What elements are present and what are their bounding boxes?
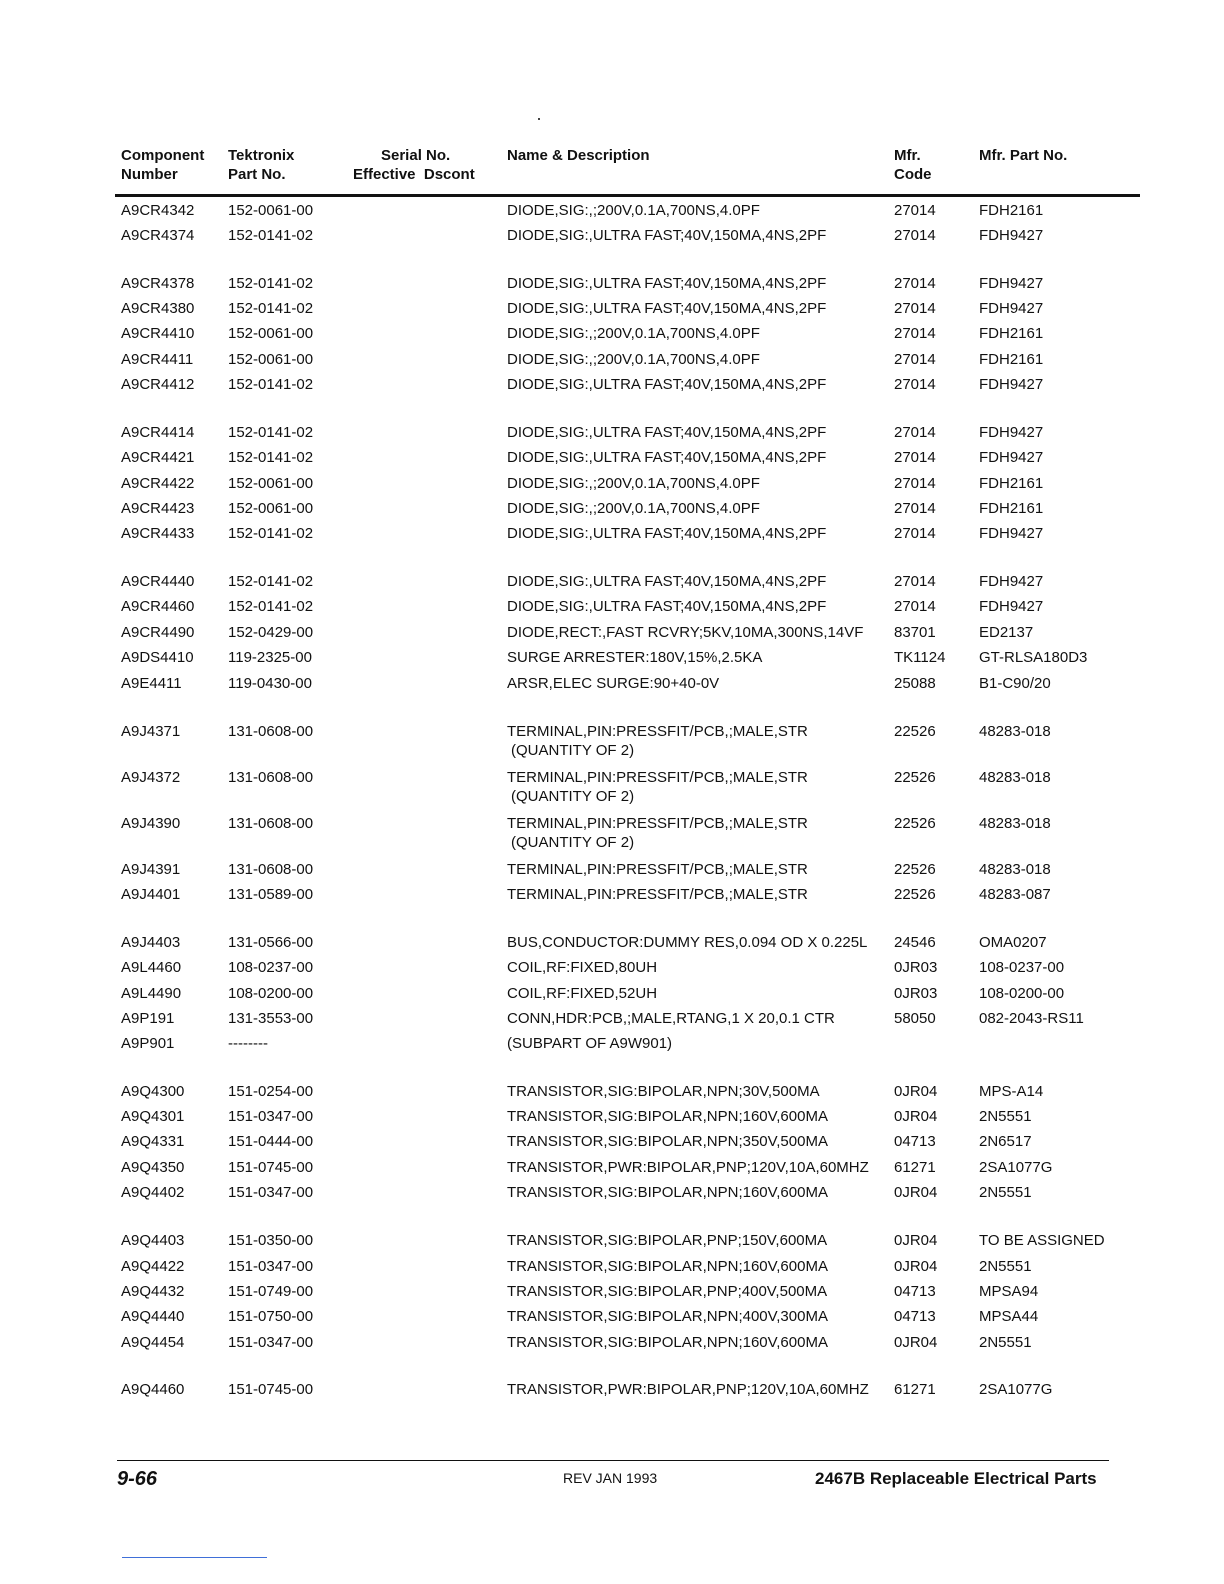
- cell-comp: A9Q4440: [121, 1308, 185, 1325]
- cell-comp: A9CR4422: [121, 475, 195, 492]
- footer-rule: [117, 1460, 1109, 1461]
- cell-mfr: 27014: [894, 202, 936, 219]
- cell-comp: A9Q4331: [121, 1133, 185, 1150]
- cell-part: 151-0745-00: [228, 1159, 314, 1176]
- cell-mfr: 25088: [894, 675, 936, 692]
- cell-part: 151-0745-00: [228, 1381, 314, 1398]
- cell-mfr: 27014: [894, 424, 936, 441]
- cell-comp: A9L4490: [121, 985, 182, 1002]
- revision-date: REV JAN 1993: [563, 1470, 658, 1486]
- cell-comp: A9Q4422: [121, 1258, 185, 1275]
- cell-comp: A9E4411: [121, 675, 182, 692]
- cell-mpn: FDH2161: [979, 475, 1044, 492]
- cell-part: 131-3553-00: [228, 1010, 314, 1027]
- cell-desc-continued: (QUANTITY OF 2): [511, 788, 635, 805]
- cell-mpn: 48283-018: [979, 815, 1051, 832]
- cell-part: 151-0347-00: [228, 1108, 314, 1125]
- cell-mpn: FDH2161: [979, 325, 1044, 342]
- cell-comp: A9Q4300: [121, 1083, 185, 1100]
- cell-desc: TERMINAL,PIN:PRESSFIT/PCB,;MALE,STR: [507, 861, 808, 878]
- cell-comp: A9P191: [121, 1010, 175, 1027]
- cell-mfr: 61271: [894, 1159, 936, 1176]
- cell-mpn: 48283-087: [979, 886, 1051, 903]
- cell-part: 151-0444-00: [228, 1133, 314, 1150]
- cell-mfr: 24546: [894, 934, 936, 951]
- header-serial: Serial No. Effective Dscont: [353, 147, 475, 183]
- cell-mfr: 27014: [894, 351, 936, 368]
- cell-comp: A9L4460: [121, 959, 182, 976]
- cell-desc: TRANSISTOR,PWR:BIPOLAR,PNP;120V,10A,60MHZ: [507, 1381, 869, 1398]
- cell-part: 152-0429-00: [228, 624, 314, 641]
- cell-mpn: 2N6517: [979, 1133, 1032, 1150]
- cell-mpn: FDH9427: [979, 376, 1044, 393]
- cell-mfr: 27014: [894, 300, 936, 317]
- cell-comp: A9CR4421: [121, 449, 195, 466]
- cell-mfr: 27014: [894, 573, 936, 590]
- cell-mfr: 0JR03: [894, 985, 938, 1002]
- cell-part: 119-2325-00: [228, 649, 312, 666]
- cell-part: 151-0254-00: [228, 1083, 314, 1100]
- cell-comp: A9Q4460: [121, 1381, 185, 1398]
- header-mfr-part: Mfr. Part No.: [979, 147, 1068, 164]
- cell-part: 152-0141-02: [228, 227, 314, 244]
- cell-desc: TERMINAL,PIN:PRESSFIT/PCB,;MALE,STR: [507, 815, 808, 832]
- cell-mfr: 27014: [894, 275, 936, 292]
- cell-comp: A9J4391: [121, 861, 181, 878]
- cell-part: 151-0749-00: [228, 1283, 314, 1300]
- cell-comp: A9Q4432: [121, 1283, 185, 1300]
- cell-part: 119-0430-00: [228, 675, 312, 692]
- cell-mfr: 0JR04: [894, 1258, 938, 1275]
- cell-mpn: 48283-018: [979, 769, 1051, 786]
- cell-part: 151-0347-00: [228, 1258, 314, 1275]
- cell-mpn: FDH9427: [979, 449, 1044, 466]
- cell-part: 152-0061-00: [228, 351, 314, 368]
- cell-part: 131-0608-00: [228, 815, 314, 832]
- cell-comp: A9J4401: [121, 886, 181, 903]
- cell-desc: DIODE,SIG:,ULTRA FAST;40V,150MA,4NS,2PF: [507, 227, 827, 244]
- cell-part: 108-0200-00: [228, 985, 314, 1002]
- cell-mpn: FDH9427: [979, 300, 1044, 317]
- cell-part: 152-0061-00: [228, 202, 314, 219]
- cell-mpn: FDH2161: [979, 351, 1044, 368]
- cell-part: 152-0061-00: [228, 500, 314, 517]
- cell-desc: DIODE,SIG:,;200V,0.1A,700NS,4.0PF: [507, 325, 760, 342]
- cell-comp: A9CR4374: [121, 227, 195, 244]
- cell-desc: DIODE,SIG:,;200V,0.1A,700NS,4.0PF: [507, 500, 760, 517]
- cell-part: 152-0141-02: [228, 449, 314, 466]
- cell-desc: COIL,RF:FIXED,52UH: [507, 985, 658, 1002]
- cell-mpn: MPS-A14: [979, 1083, 1044, 1100]
- cell-comp: A9Q4301: [121, 1108, 185, 1125]
- section-title: 2467B Replaceable Electrical Parts: [815, 1469, 1097, 1488]
- cell-mpn: 2SA1077G: [979, 1381, 1053, 1398]
- cell-comp: A9CR4410: [121, 325, 195, 342]
- cell-desc: DIODE,RECT:,FAST RCVRY;5KV,10MA,300NS,14VF: [507, 624, 864, 641]
- cell-comp: A9Q4403: [121, 1232, 185, 1249]
- cell-desc: TRANSISTOR,SIG:BIPOLAR,NPN;30V,500MA: [507, 1083, 820, 1100]
- cell-desc: COIL,RF:FIXED,80UH: [507, 959, 658, 976]
- cell-comp: A9CR4440: [121, 573, 195, 590]
- cell-part: 151-0347-00: [228, 1334, 314, 1351]
- cell-mfr: 04713: [894, 1283, 936, 1300]
- cell-part: 152-0141-02: [228, 275, 314, 292]
- header-name: Name & Description: [507, 147, 650, 164]
- cell-mpn: B1-C90/20: [979, 675, 1051, 692]
- cell-mfr: 22526: [894, 815, 936, 832]
- cell-part: 152-0141-02: [228, 573, 314, 590]
- cell-part: 151-0347-00: [228, 1184, 314, 1201]
- cell-comp: A9CR4414: [121, 424, 195, 441]
- cell-comp: A9P901: [121, 1035, 175, 1052]
- cell-desc: TRANSISTOR,SIG:BIPOLAR,NPN;160V,600MA: [507, 1108, 828, 1125]
- cell-mfr: TK1124: [894, 649, 946, 666]
- cell-desc: (SUBPART OF A9W901): [507, 1035, 673, 1052]
- cell-desc: DIODE,SIG:,;200V,0.1A,700NS,4.0PF: [507, 351, 760, 368]
- cell-desc: DIODE,SIG:,ULTRA FAST;40V,150MA,4NS,2PF: [507, 573, 827, 590]
- cell-mpn: FDH9427: [979, 598, 1044, 615]
- cell-comp: A9DS4410: [121, 649, 194, 666]
- cell-desc-continued: (QUANTITY OF 2): [511, 834, 635, 851]
- cell-comp: A9CR4460: [121, 598, 195, 615]
- cell-mfr: 27014: [894, 449, 936, 466]
- cell-part: 152-0061-00: [228, 325, 314, 342]
- cell-mpn: FDH2161: [979, 202, 1044, 219]
- cell-part: 131-0566-00: [228, 934, 314, 951]
- cell-desc: ARSR,ELEC SURGE:90+40-0V: [507, 675, 720, 692]
- cell-mpn: 108-0200-00: [979, 985, 1065, 1002]
- header-mfr-code: Mfr. Code: [894, 147, 932, 183]
- cell-mfr: 27014: [894, 598, 936, 615]
- cell-desc: TERMINAL,PIN:PRESSFIT/PCB,;MALE,STR: [507, 723, 808, 740]
- header-tektronix: Tektronix Part No.: [228, 147, 295, 183]
- cell-comp: A9J4390: [121, 815, 181, 832]
- cell-desc: TERMINAL,PIN:PRESSFIT/PCB,;MALE,STR: [507, 769, 808, 786]
- cell-mpn: 48283-018: [979, 723, 1051, 740]
- cell-part: 152-0141-02: [228, 598, 314, 615]
- cell-mfr: 0JR04: [894, 1083, 938, 1100]
- cell-mpn: FDH9427: [979, 573, 1044, 590]
- cell-comp: A9CR4378: [121, 275, 195, 292]
- cell-desc: DIODE,SIG:,;200V,0.1A,700NS,4.0PF: [507, 475, 760, 492]
- cell-mpn: 2N5551: [979, 1108, 1032, 1125]
- page-number: 9-66: [117, 1468, 158, 1490]
- cell-desc: DIODE,SIG:,ULTRA FAST;40V,150MA,4NS,2PF: [507, 275, 827, 292]
- cell-mpn: FDH9427: [979, 525, 1044, 542]
- cell-mfr: 22526: [894, 723, 936, 740]
- cell-mfr: 61271: [894, 1381, 936, 1398]
- cell-mfr: 22526: [894, 886, 936, 903]
- cell-mfr: 0JR03: [894, 959, 938, 976]
- cell-comp: A9CR4411: [121, 351, 194, 368]
- cell-part: 131-0608-00: [228, 723, 314, 740]
- cell-comp: A9CR4490: [121, 624, 195, 641]
- cell-mfr: 04713: [894, 1308, 936, 1325]
- cell-mfr: 27014: [894, 376, 936, 393]
- cell-mpn: OMA0207: [979, 934, 1047, 951]
- cell-desc: TRANSISTOR,SIG:BIPOLAR,NPN;160V,600MA: [507, 1334, 828, 1351]
- cell-comp: A9CR4342: [121, 202, 195, 219]
- cell-desc: SURGE ARRESTER:180V,15%,2.5KA: [507, 649, 763, 666]
- cell-mfr: 0JR04: [894, 1232, 938, 1249]
- cell-mpn: MPSA94: [979, 1283, 1039, 1300]
- cell-mpn: FDH9427: [979, 227, 1044, 244]
- cell-comp: A9J4372: [121, 769, 181, 786]
- cell-mpn: 2N5551: [979, 1334, 1032, 1351]
- cell-mpn: TO BE ASSIGNED: [979, 1232, 1105, 1249]
- cell-desc: DIODE,SIG:,ULTRA FAST;40V,150MA,4NS,2PF: [507, 300, 827, 317]
- cell-part: 152-0141-02: [228, 424, 314, 441]
- cell-mpn: 2N5551: [979, 1258, 1032, 1275]
- cell-part: --------: [228, 1035, 268, 1052]
- cell-mfr: 27014: [894, 227, 936, 244]
- cell-desc: TERMINAL,PIN:PRESSFIT/PCB,;MALE,STR: [507, 886, 808, 903]
- header-component: Component Number: [121, 147, 205, 183]
- cell-mfr: 22526: [894, 861, 936, 878]
- cell-desc: DIODE,SIG:,ULTRA FAST;40V,150MA,4NS,2PF: [507, 525, 827, 542]
- cell-mpn: MPSA44: [979, 1308, 1039, 1325]
- cell-comp: A9CR4423: [121, 500, 195, 517]
- cell-mfr: 58050: [894, 1010, 936, 1027]
- cell-mpn: FDH9427: [979, 275, 1044, 292]
- cell-desc: TRANSISTOR,SIG:BIPOLAR,NPN;350V,500MA: [507, 1133, 828, 1150]
- cell-comp: A9J4371: [121, 723, 181, 740]
- cell-desc: TRANSISTOR,SIG:BIPOLAR,NPN;160V,600MA: [507, 1184, 828, 1201]
- blue-mark: [122, 1557, 267, 1558]
- cell-mpn: 108-0237-00: [979, 959, 1065, 976]
- cell-desc: TRANSISTOR,PWR:BIPOLAR,PNP;120V,10A,60MHZ: [507, 1159, 869, 1176]
- cell-mpn: 2SA1077G: [979, 1159, 1053, 1176]
- cell-desc: DIODE,SIG:,ULTRA FAST;40V,150MA,4NS,2PF: [507, 449, 827, 466]
- cell-desc: DIODE,SIG:,ULTRA FAST;40V,150MA,4NS,2PF: [507, 424, 827, 441]
- cell-mfr: 0JR04: [894, 1108, 938, 1125]
- cell-mpn: 48283-018: [979, 861, 1051, 878]
- cell-mpn: FDH2161: [979, 500, 1044, 517]
- cell-comp: A9CR4412: [121, 376, 195, 393]
- cell-part: 152-0141-02: [228, 300, 314, 317]
- cell-mfr: 04713: [894, 1133, 936, 1150]
- cell-mpn: FDH9427: [979, 424, 1044, 441]
- cell-desc: TRANSISTOR,SIG:BIPOLAR,NPN;400V,300MA: [507, 1308, 828, 1325]
- cell-mfr: 27014: [894, 325, 936, 342]
- cell-desc: DIODE,SIG:,;200V,0.1A,700NS,4.0PF: [507, 202, 760, 219]
- cell-mfr: 27014: [894, 500, 936, 517]
- cell-comp: A9Q4454: [121, 1334, 185, 1351]
- cell-comp: A9Q4402: [121, 1184, 185, 1201]
- cell-part: 131-0608-00: [228, 861, 314, 878]
- cell-mfr: 83701: [894, 624, 936, 641]
- cell-desc: DIODE,SIG:,ULTRA FAST;40V,150MA,4NS,2PF: [507, 598, 827, 615]
- cell-comp: A9J4403: [121, 934, 181, 951]
- cell-part: 151-0750-00: [228, 1308, 314, 1325]
- cell-part: 131-0589-00: [228, 886, 314, 903]
- cell-mfr: 0JR04: [894, 1184, 938, 1201]
- cell-comp: A9CR4380: [121, 300, 195, 317]
- cell-desc: TRANSISTOR,SIG:BIPOLAR,NPN;160V,600MA: [507, 1258, 828, 1275]
- cell-mpn: ED2137: [979, 624, 1034, 641]
- cell-comp: A9CR4433: [121, 525, 195, 542]
- cell-desc: TRANSISTOR,SIG:BIPOLAR,PNP;150V,600MA: [507, 1232, 828, 1249]
- cell-part: 152-0141-02: [228, 525, 314, 542]
- cell-part: 151-0350-00: [228, 1232, 314, 1249]
- cell-mfr: 27014: [894, 475, 936, 492]
- cell-comp: A9Q4350: [121, 1159, 185, 1176]
- cell-mpn: 2N5551: [979, 1184, 1032, 1201]
- cell-part: 131-0608-00: [228, 769, 314, 786]
- cell-mfr: 27014: [894, 525, 936, 542]
- cell-mfr: 22526: [894, 769, 936, 786]
- cell-part: 152-0141-02: [228, 376, 314, 393]
- cell-desc: CONN,HDR:PCB,;MALE,RTANG,1 X 20,0.1 CTR: [507, 1010, 835, 1027]
- cell-mpn: 082-2043-RS11: [979, 1010, 1084, 1027]
- cell-desc: TRANSISTOR,SIG:BIPOLAR,PNP;400V,500MA: [507, 1283, 828, 1300]
- cell-desc: BUS,CONDUCTOR:DUMMY RES,0.094 OD X 0.225L: [507, 934, 868, 951]
- cell-part: 108-0237-00: [228, 959, 314, 976]
- cell-mpn: GT-RLSA180D3: [979, 649, 1088, 666]
- cell-part: 152-0061-00: [228, 475, 314, 492]
- cell-mfr: 0JR04: [894, 1334, 938, 1351]
- cell-desc: DIODE,SIG:,ULTRA FAST;40V,150MA,4NS,2PF: [507, 376, 827, 393]
- cell-desc-continued: (QUANTITY OF 2): [511, 742, 635, 759]
